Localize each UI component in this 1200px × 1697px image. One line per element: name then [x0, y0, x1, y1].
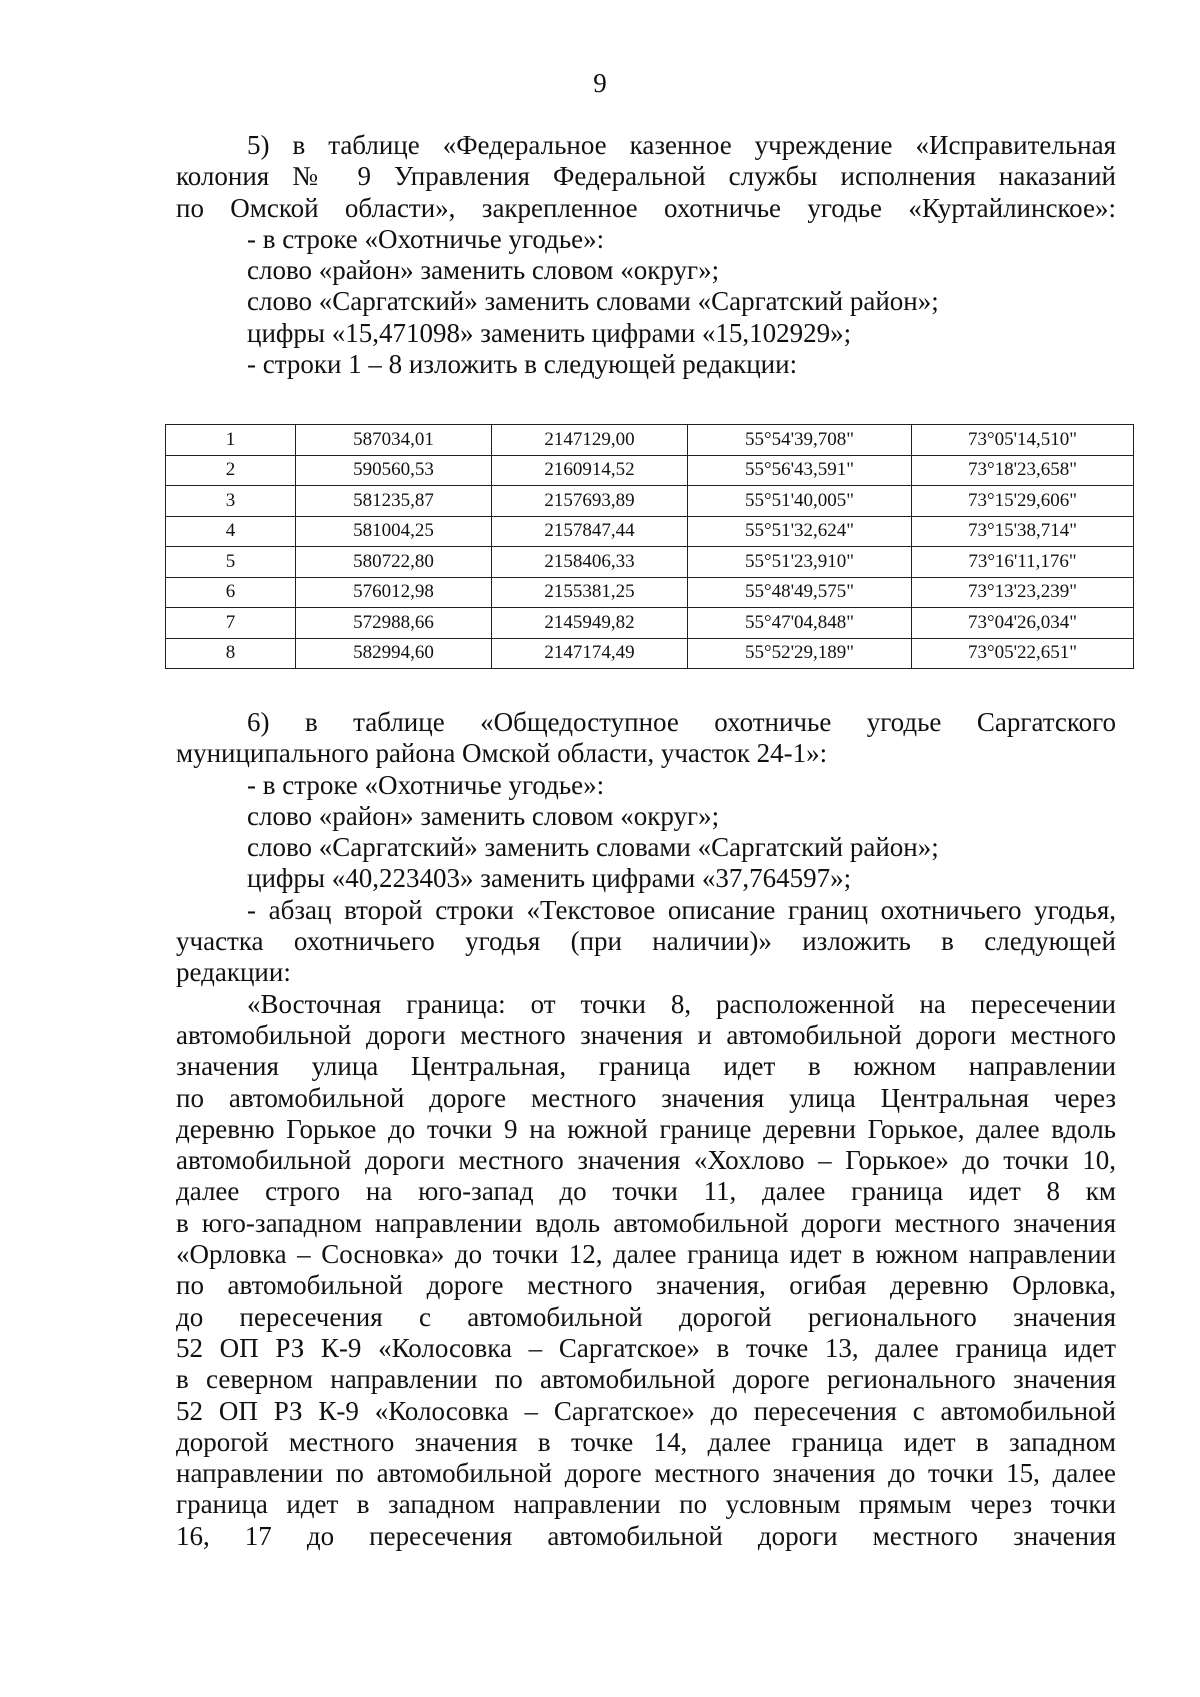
section-6-line: 52 ОП РЗ К-9 «Колосовка – Саргатское» в точке 13, далее граница идет — [176, 1332, 1116, 1363]
section-6-line: муниципального района Омской области, участок 24-1»: — [176, 738, 828, 769]
section-5-line: - строки 1 – 8 изложить в следующей редакции: — [247, 349, 798, 380]
table-row — [166, 547, 1134, 578]
table-cell: 2155381,25 — [492, 577, 688, 608]
table-row — [166, 455, 1134, 486]
table-cell: 3 — [166, 486, 296, 517]
section-5-line: слово «Саргатский» заменить словами «Саргатский район»; — [247, 286, 939, 317]
table-cell: 2147174,49 — [492, 638, 688, 669]
section-6-line: редакции: — [176, 957, 291, 988]
table-cell: 2158406,33 — [492, 547, 688, 578]
table-row — [166, 608, 1134, 639]
section-6-line: «Восточная граница: от точки 8, расположенной на пересечении — [247, 988, 1116, 1019]
section-6-line: «Орловка – Сосновка» до точки 12, далее граница идет в южном направлении — [176, 1239, 1116, 1270]
table-cell: 2157693,89 — [492, 486, 688, 517]
section-6-line: значения улица Центральная, граница идет в южном направлении — [176, 1051, 1116, 1082]
table-cell: 73°13'23,239" — [912, 577, 1134, 608]
section-6-line: слово «район» заменить словом «округ»; — [247, 800, 720, 831]
table-cell: 587034,01 — [296, 425, 492, 456]
table-cell: 590560,53 — [296, 455, 492, 486]
table-cell: 55°51'32,624" — [688, 516, 912, 547]
section-5-line: слово «район» заменить словом «округ»; — [247, 255, 720, 286]
table-cell: 581004,25 — [296, 516, 492, 547]
section-6-line: в юго-западном направлении вдоль автомобильной дороги местного значения — [176, 1207, 1116, 1238]
section-6-line: по автомобильной дороге местного значения улица Центральная через — [176, 1082, 1116, 1113]
table-cell: 576012,98 — [296, 577, 492, 608]
table-cell: 55°48'49,575" — [688, 577, 912, 608]
table-cell: 73°15'29,606" — [912, 486, 1134, 517]
table-cell: 73°05'22,651" — [912, 638, 1134, 669]
section-6-line: 52 ОП РЗ К-9 «Колосовка – Саргатское» до пересечения с автомобильной — [176, 1395, 1116, 1426]
section-6-line: слово «Саргатский» заменить словами «Саргатский район»; — [247, 832, 939, 863]
table-cell: 8 — [166, 638, 296, 669]
table-row — [166, 577, 1134, 608]
table-cell: 582994,60 — [296, 638, 492, 669]
table-cell: 580722,80 — [296, 547, 492, 578]
section-6-line: в северном направлении по автомобильной дороге регионального значения — [176, 1364, 1116, 1395]
table-cell: 4 — [166, 516, 296, 547]
table-cell: 55°51'23,910" — [688, 547, 912, 578]
table-cell: 5 — [166, 547, 296, 578]
table-cell: 55°52'29,189" — [688, 638, 912, 669]
table-row — [166, 425, 1134, 456]
section-5-line: 5) в таблице «Федеральное казенное учреждение «Исправительная — [247, 130, 1116, 160]
section-6-line: 6) в таблице «Общедоступное охотничье угодье Саргатского — [247, 707, 1116, 737]
section-6-line: до пересечения с автомобильной дорогой регионального значения — [176, 1301, 1116, 1332]
page-number: 9 — [593, 68, 607, 98]
section-6-line: далее строго на юго-запад до точки 11, далее граница идет 8 км — [176, 1176, 1116, 1207]
table-row — [166, 486, 1134, 517]
section-5-line: колония № 9 Управления Федеральной службы исполнения наказаний — [176, 161, 1116, 192]
section-5-line: по Омской области», закрепленное охотничье угодье «Куртайлинское»: — [176, 192, 1116, 223]
table-cell: 6 — [166, 577, 296, 608]
section-6-line: граница идет в западном направлении по условным прямым через точки — [176, 1489, 1116, 1520]
table-cell: 2160914,52 — [492, 455, 688, 486]
table-cell: 73°05'14,510" — [912, 425, 1134, 456]
section-6-line: - в строке «Охотничье угодье»: — [247, 769, 605, 800]
section-6-line: участка охотничьего угодья (при наличии)» изложить в следующей — [176, 926, 1116, 957]
table-row — [166, 638, 1134, 669]
table-cell: 2157847,44 — [492, 516, 688, 547]
table-cell: 73°15'38,714" — [912, 516, 1134, 547]
section-6-line: дорогой местного значения в точке 14, далее граница идет в западном — [176, 1426, 1116, 1457]
table-cell: 2145949,82 — [492, 608, 688, 639]
table-cell: 2147129,00 — [492, 425, 688, 456]
table-cell: 73°16'11,176" — [912, 547, 1134, 578]
section-6-line: автомобильной дороги местного значения «Хохлово – Горькое» до точки 10, — [176, 1145, 1116, 1176]
section-6-line: цифры «40,223403» заменить цифрами «37,764597»; — [247, 863, 852, 894]
table-cell: 1 — [166, 425, 296, 456]
section-6 — [176, 707, 1116, 1552]
section-5-line: - в строке «Охотничье угодье»: — [247, 223, 605, 254]
table-cell: 572988,66 — [296, 608, 492, 639]
section-5-line: цифры «15,471098» заменить цифрами «15,102929»; — [247, 317, 852, 348]
coordinates-table — [165, 424, 1134, 669]
section-6-line: - абзац второй строки «Текстовое описание границ охотничьего угодья, — [247, 894, 1116, 925]
section-5 — [176, 130, 1116, 380]
table-cell: 55°56'43,591" — [688, 455, 912, 486]
table-cell: 73°18'23,658" — [912, 455, 1134, 486]
table-cell: 581235,87 — [296, 486, 492, 517]
section-6-line: 16, 17 до пересечения автомобильной дороги местного значения — [176, 1520, 1116, 1551]
table-cell: 7 — [166, 608, 296, 639]
table-cell: 55°47'04,848" — [688, 608, 912, 639]
table-cell: 55°51'40,005" — [688, 486, 912, 517]
table-cell: 2 — [166, 455, 296, 486]
section-6-line: деревню Горькое до точки 9 на южной границе деревни Горькое, далее вдоль — [176, 1113, 1116, 1144]
section-6-line: по автомобильной дороге местного значения, огибая деревню Орловка, — [176, 1270, 1116, 1301]
table-row — [166, 516, 1134, 547]
section-6-line: направлении по автомобильной дороге местного значения до точки 15, далее — [176, 1458, 1116, 1489]
table-cell: 55°54'39,708" — [688, 425, 912, 456]
section-6-line: автомобильной дороги местного значения и автомобильной дороги местного — [176, 1019, 1116, 1050]
table-cell: 73°04'26,034" — [912, 608, 1134, 639]
